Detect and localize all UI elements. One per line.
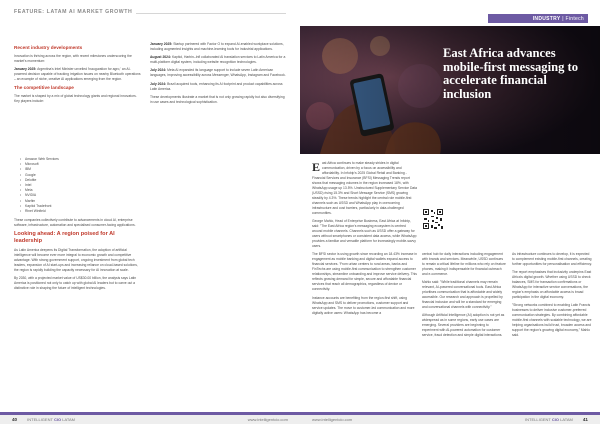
footer-url[interactable]: www.intelligentcio.com: [312, 417, 353, 422]
page-number: 40: [12, 417, 18, 422]
lead-paragraph: East Africa continues to make steady strides in digital communication, driven by a focus on accessibility and affordability. In Infobip's 2025 Global Retail and Banking - Financial Services and Insurance (BFSI) Messaging Trends report shows that messaging volumes in the region increased 18%, with WhatsApp usage up 13.5%. Unstructured Supplementary Service Data (USSD) rising 15.3% and Short Message Service (SMS) growing steadily by 4.3%. These trends highlight the central role mobile-first channels such as USSD and WhatsApp play in overcoming infrastructure and cost barriers, particularly in data-challenged communities.: [312, 160, 418, 215]
developments-summary: These developments illustrate a market that is not only growing rapidly but also diversifying in use cases and technological sophistication.: [150, 94, 285, 104]
development-jul-2024-b: July 2024: Brazil acquired tools, enhancing its AI footprint and product capabilities across Latin America.: [150, 81, 283, 91]
footer-url[interactable]: www.intelligentcio.com: [247, 417, 288, 422]
right-footer: [300, 412, 600, 424]
key-players-list: [20, 157, 142, 214]
section-tag: FEATURE: LATAM AI MARKET GROWTH: [14, 9, 136, 15]
list-item: • IBM: [20, 167, 142, 172]
intro-paragraph: Innovation is thriving across the region, with recent milestones underscoring the market's momentum:: [14, 54, 132, 63]
list-item: • Amazon Web Services: [20, 157, 142, 162]
players-paragraph: These companies collectively contribute to advancements in cloud AI, enterprise software, infrastructure, automation and specialised consumer-facing applications.: [14, 218, 136, 228]
left-column-1: [14, 42, 142, 108]
bfsi-paragraph: The BFSI sector is using growth since recording an 18.43% increase in engagement as mobile banking and digital wallets expand access to financial services. 'From urban centers to rural areas, banks and FinTechs are using mobile-first communication to strengthen customer relationships, streamline onboarding and improve service delivery. This reflects growing demand for simple, secure and affordable financial services that reach all demographics, regardless of device or connectivity.: [312, 252, 418, 292]
quote-paragraph: George Mahlo, Head of Enterprise Business, East Africa at Infobip, said: "The East Africa region's messaging ecosystem is centred around mobile channels. Channels such as USSD offer a gateway for users without smartphones or consistent data access, while WhatsApp provides a familiar and versatile platform for increasingly mobile-savvy users.: [312, 219, 417, 249]
development-jan-2025-b: January 2025: Startup partnered with Factor O to expand AI-enabled workplace solutions, including augmented insights and machine-learning tools for industrial applications.: [150, 42, 284, 51]
right-column-1: [312, 161, 417, 319]
left-column-2: [150, 42, 288, 108]
ahead-paragraph-1: As Latin America deepens its Digital Transformation, the adoption of artificial intelligence will become ever more integral to economic growth and competitive advantage. With strong government support, ongoing investment from global tech leaders, expansion of AI start-ups and increasing reliance on cloud-based solutions, the region is rapidly building the capacity necessary for AI innovation at scale.: [14, 248, 138, 273]
list-item: • Google: [20, 173, 142, 178]
list-item: • Marfim: [20, 199, 142, 204]
right-page: [300, 0, 600, 424]
list-item: • Meta: [20, 188, 142, 193]
list-item: • Rinet Winfield: [20, 209, 142, 214]
infrastructure-paragraph: As infrastructure continues to develop, it is expected to complement existing mobile-first channels, creating further opportunities for personalisation and efficiency.: [512, 252, 592, 266]
footer-brand: INTELLIGENT CIO LATAM: [525, 417, 573, 422]
right-column-3: [512, 252, 592, 342]
footer-brand: INTELLIGENT CIO LATAM: [27, 417, 75, 422]
heading-looking-ahead: Looking ahead: A region poised for AI leadership: [14, 231, 115, 245]
list-item: • Microsoft: [20, 162, 142, 167]
ai-adoption-paragraph: Although Artificial Intelligence (AI) adoption is not yet as widespread as in some regions, early use cases are emerging. Several providers are beginning to experiment with AI-powered automation for customer service, fraud detection and simple digital interactions.: [422, 313, 505, 338]
landscape-intro: The market is shaped by a mix of global technology giants and regional innovators. Key players include:: [14, 94, 137, 104]
list-item: • Intel: [20, 183, 142, 188]
heading-competitive-landscape: The competitive landscape: [14, 85, 74, 91]
list-item: • Kapitol Tradefront: [20, 204, 142, 209]
whatsapp-paragraph: central hub for daily interactions including engagement with brands and services. Meanwhile, USSD continues to remain a critical lifeline for millions who rely on feature phones, making it indispensable for financial outreach and e-commerce.: [422, 252, 506, 276]
list-item: • Deloitte: [20, 178, 142, 183]
list-item: • NVIDIA: [20, 193, 142, 198]
drop-cap: E: [312, 160, 321, 174]
closing-quote-paragraph: "Strong networks combined to enabling Latin Francis businesses to deliver inclusive customer-preferred communication strategies. By combining affordable mobile-first channels with scalable technology, we are helping organisations build trust, broaden access and support the region's growing digital economy," Mahlo said.: [512, 303, 592, 338]
qr-code-icon[interactable]: [422, 208, 444, 230]
retail-paragraph: Instance accounts are benefiting from the region-first shift, using WhatsApp and SMS to deliver promotions, customer support and service updates. The move to customer-led communication and more digitally active users: WhatsApp has become a: [312, 295, 415, 315]
right-column-2: [422, 252, 506, 342]
development-aug-2024: August 2024: Kapitol, Harbin–Infl collaborated AI translation services to Latin America for a multi-platform digital system, including website recognition technologies.: [150, 55, 286, 65]
development-jan-2025: January 2025: Argentina's Intel Minister unveiled 'inauguration for agro,' an AI-powered decision capable of tracking irrigation issues on nearby Bluetooth operations – an example of niche, creative AI applications emerging from the region.: [14, 67, 141, 82]
development-jul-2024: July 2024: Meta AI expanded its language support to include seven Latin American languages, improving accessibility across Messenger, WhatsApp, Instagram and Facebook.: [150, 68, 286, 78]
heading-recent-developments: Recent industry developments: [14, 45, 83, 50]
inclusivity-paragraph: The report emphasises that inclusivity underpins East Africa's digital growth. Whether using USSD to check balances, SMS for transaction confirmations or WhatsApp for interactive service conversations, the region's emphasis on affordable access is broad participation in the digital economy.: [512, 270, 592, 300]
industry-tag: INDUSTRY | Fintech: [488, 14, 588, 23]
mahlo-quote-paragraph: Mahlo said: "While traditional channels may remain relevant, AI-powered conversational tools. East Africa prioritises communication that is affordable and widely accessible. Our research and approach is propelled by financial inclusion and will be a standard for emerging and conversational channels with connectivity.": [422, 280, 503, 310]
page-number: 41: [582, 417, 588, 422]
left-column-1b: [14, 156, 142, 294]
left-footer: [0, 412, 300, 424]
ahead-paragraph-2: By 2030, with a projected market value of US$30.00 billion, the analysis says Latin America is positioned not only to catch up with global AI leaders but to carve out a distinctive role in shaping the future of intelligent technologies.: [14, 276, 137, 291]
article-headline: East Africa advances mobile-first messaging to accelerate financial inclusion: [443, 46, 579, 101]
